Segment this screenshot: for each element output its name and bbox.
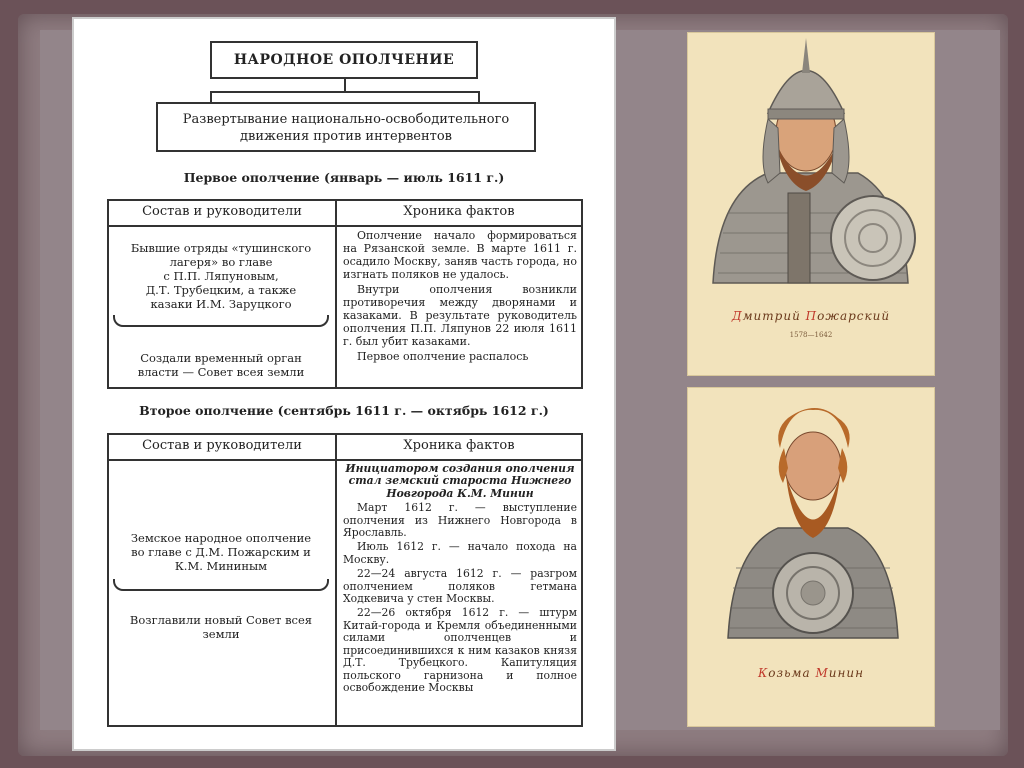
minin-illustration <box>688 388 934 653</box>
fact-paragraph: Внутри ополчения возникли противоречия между дворянами и казаками. В результате руководитель ополчения П.П. Ляпунов 22 июля 1611 г. был убит казаками. <box>343 283 577 348</box>
composition-text <box>115 241 327 311</box>
document-sheet <box>72 17 616 751</box>
pozharsky-years: 1578—1642 <box>789 331 833 339</box>
fact-paragraph: Первое ополчение распалось <box>357 350 529 363</box>
text-line: Создали временный орган <box>140 351 302 365</box>
first-militia-heading: Первое ополчение (январь — июль 1611 г.) <box>183 170 505 185</box>
subtitle-line: Развертывание национально-освободительного <box>182 112 510 127</box>
text-line: Д.Т. Трубецким, а также <box>145 283 297 297</box>
column-header: Хроника фактов <box>337 201 581 227</box>
text-line: Бывшие отряды «тушинского <box>130 241 312 255</box>
text-line: лагеря» во главе <box>169 255 273 269</box>
portrait-minin <box>687 387 935 727</box>
connector-line <box>478 91 480 102</box>
text-line: во главе с Д.М. Пожарским и <box>131 545 311 559</box>
caption-surname: инин <box>828 666 865 680</box>
caption-initial: К <box>757 666 769 680</box>
text-line: власти — Совет всея земли <box>137 365 305 379</box>
fact-paragraph: Ополчение начало формироваться на Рязанской земле. В марте 1611 г. осадило Москву, заняв часть города, но изгнать поляков не удалось. <box>343 229 577 281</box>
result-text <box>115 351 327 379</box>
brace-connector <box>113 315 329 327</box>
second-facts <box>343 463 577 696</box>
subtitle-line: движения против интервентов <box>240 129 452 144</box>
text-line: земли <box>202 627 240 641</box>
fact-paragraph: Март 1612 г. — выступление ополчения из Нижнего Новгорода в Ярославль. <box>343 501 577 540</box>
text-line: Возглавили новый Совет всея <box>129 613 313 627</box>
caption-name: митрий <box>742 309 806 323</box>
composition-text <box>115 531 327 573</box>
pozharsky-caption <box>688 309 934 323</box>
column-divider <box>335 435 337 725</box>
text-line: с П.П. Ляпуновым, <box>163 269 279 283</box>
column-header: Хроника фактов <box>337 435 581 461</box>
second-militia-heading: Второе ополчение (сентябрь 1611 г. — октябрь 1612 г.) <box>139 403 549 418</box>
caption-surname: ожарский <box>817 309 891 323</box>
first-militia-table <box>107 199 583 389</box>
text-line: казаки И.М. Заруцкого <box>150 297 292 311</box>
caption-initial: П <box>805 309 818 323</box>
movement-subtitle <box>156 102 536 152</box>
portrait-pozharsky <box>687 32 935 376</box>
column-header: Состав и руководители <box>109 201 335 227</box>
document-title: НАРОДНОЕ ОПОЛЧЕНИЕ <box>210 41 478 79</box>
fact-paragraph: 22—26 октября 1612 г. — штурм Китай-города и Кремля объединенными силами ополченцев и присоединившихся к ним казаков князя Д.Т. Трубецкого. Капитуляция польского гарнизона и полное освобождение Москвы <box>343 606 577 694</box>
pozharsky-illustration <box>688 33 934 303</box>
connector-line <box>210 91 480 93</box>
fact-paragraph: 22—24 августа 1612 г. — разгром ополчением поляков гетмана Ходкевича у стен Москвы. <box>343 567 577 606</box>
second-militia-table <box>107 433 583 727</box>
caption-name: озьма <box>768 666 816 680</box>
text-line: К.М. Мининым <box>174 559 268 573</box>
minin-caption <box>688 666 934 680</box>
text-line: Земское народное ополчение <box>130 531 312 545</box>
brace-connector <box>113 579 329 591</box>
column-divider <box>335 201 337 387</box>
fact-intro: Инициатором создания ополчения стал земский староста Нижнего Новгорода К.М. Минин <box>345 462 575 500</box>
connector-line <box>210 91 212 102</box>
first-facts <box>343 229 577 365</box>
caption-initial: Д <box>731 309 743 323</box>
result-text <box>115 613 327 641</box>
column-header: Состав и руководители <box>109 435 335 461</box>
caption-initial: М <box>815 666 829 680</box>
fact-paragraph: Июль 1612 г. — начало похода на Москву. <box>343 540 577 566</box>
